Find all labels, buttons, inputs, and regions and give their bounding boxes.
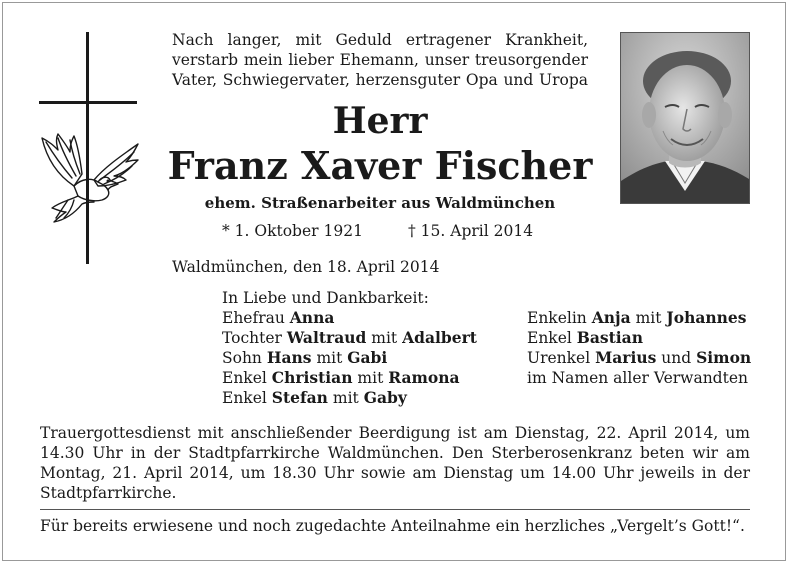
occupation: ehem. Straßenarbeiter aus Waldmünchen: [204, 194, 556, 212]
mourner-line: Enkelin Anja mit Johannes: [527, 308, 747, 327]
mourners-heading: In Liebe und Dankbarkeit:: [222, 289, 429, 307]
mourner-line: Enkel Christian mit Ramona: [222, 368, 460, 387]
mourner-line: Sohn Hans mit Gabi: [222, 348, 388, 367]
mourner-line: Tochter Waltraud mit Adalbert: [222, 328, 477, 347]
place-and-date: Waldmünchen, den 18. April 2014: [172, 258, 440, 276]
deceased-name: Franz Xaver Fischer: [167, 143, 593, 188]
portrait-image: [621, 33, 749, 203]
mourner-line: Urenkel Marius und Simon: [527, 348, 752, 367]
intro-line: Nach langer, mit Geduld ertragener Krankheit,: [172, 31, 588, 49]
intro-line: verstarb mein lieber Ehemann, unser treusorgender: [172, 51, 588, 69]
cross-horizontal-bar: [39, 101, 137, 104]
birth-date: * 1. Oktober 1921: [222, 222, 363, 240]
mourner-line: im Namen aller Verwandten: [527, 369, 748, 387]
mourner-line: Enkel Stefan mit Gaby: [222, 388, 407, 407]
mourners-left: [222, 288, 477, 408]
funeral-service-text: Trauergottesdienst mit anschließender Beerdigung ist am Dienstag, 22. April 2014, um 14.30 Uhr in der Stadtpfarrkirche Waldmünchen. Den Sterberosenkranz beten wir am Montag, 21. April 2014, um 18.30 Uhr sowie am Dienstag um 14.00 Uhr jeweils in der Stadtpfarrkirche.: [40, 424, 750, 502]
divider: [40, 509, 750, 510]
thanks-text: Für bereits erwiesene und noch zugedachte Anteilnahme ein herzliches „Vergelt’s Gott!“.: [40, 517, 745, 535]
dove-icon: [38, 128, 142, 224]
intro-line: Vater, Schwiegervater, herzensguter Opa und Uropa: [172, 71, 588, 89]
intro-text: [172, 30, 588, 90]
mourner-line: Ehefrau Anna: [222, 308, 335, 327]
portrait-photo: [620, 32, 750, 204]
salutation: Herr: [332, 100, 428, 142]
death-date: † 15. April 2014: [408, 222, 534, 240]
mourner-line: Enkel Bastian: [527, 328, 643, 347]
mourners-right: [527, 308, 751, 388]
